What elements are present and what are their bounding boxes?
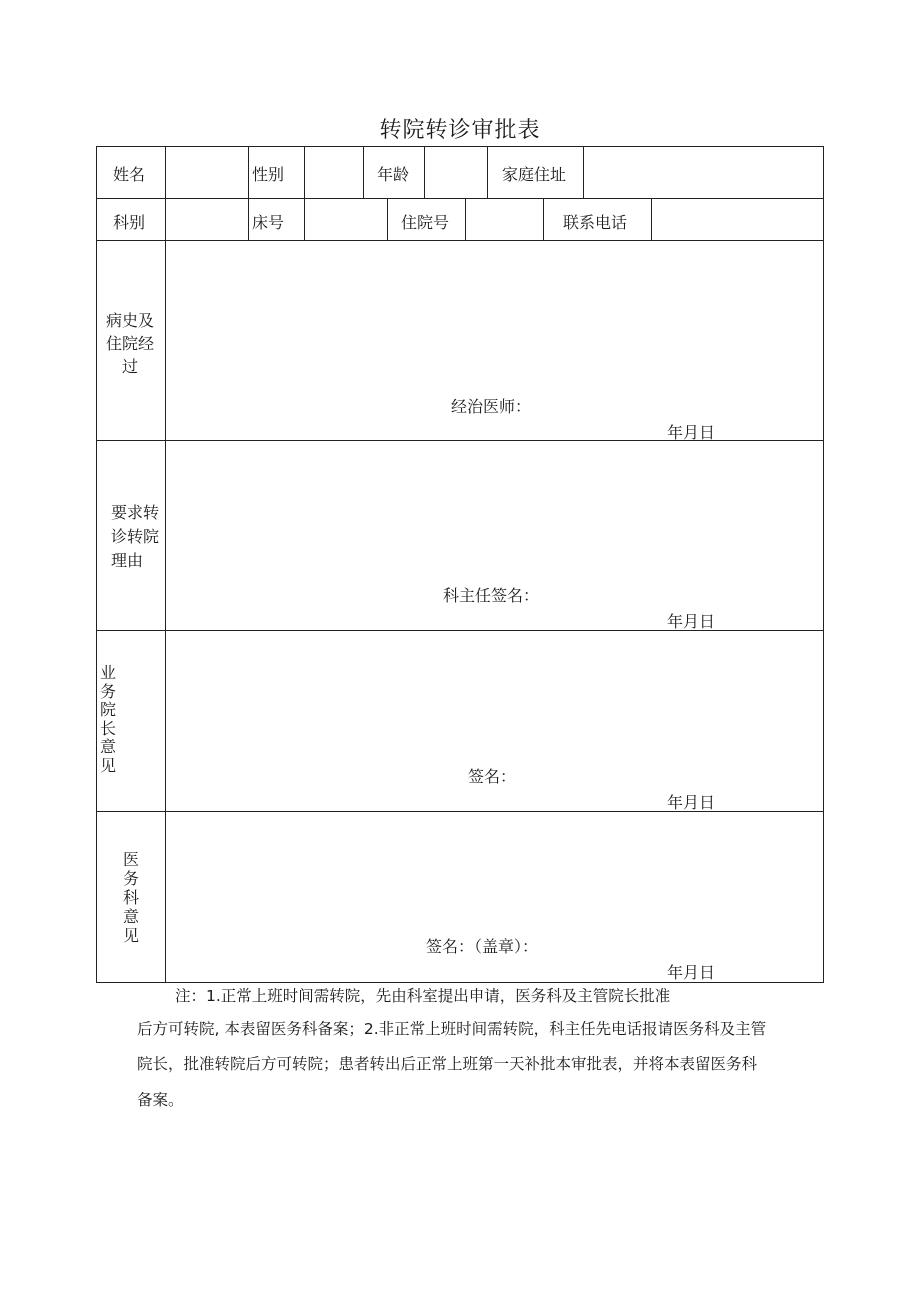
phone-label: 联系电话: [563, 213, 628, 232]
col-divider: [165, 146, 166, 240]
col-divider: [304, 198, 305, 240]
signature-label: 签名：: [468, 767, 517, 786]
department-label: 科别: [113, 213, 146, 232]
row-divider: [96, 198, 824, 199]
history-section-label: 病史及 住院经 过: [105, 311, 154, 376]
date-label: 年月日: [667, 963, 716, 982]
note-line: 备案。: [137, 1091, 184, 1109]
col-divider: [487, 146, 488, 198]
attending-physician-signature-label: 经治医师：: [451, 397, 532, 416]
approval-table: [96, 146, 824, 983]
form-title: 转院转诊审批表: [379, 118, 541, 143]
age-label: 年龄: [377, 165, 410, 184]
col-divider: [543, 198, 544, 240]
col-divider: [248, 146, 249, 198]
transfer-reason-section-label: 要求转 诊转院 理由: [110, 503, 159, 570]
note-line: 院长，批准转院后方可转院；患者转出后正常上班第一天补批本审批表，并将本表留医务科: [137, 1055, 758, 1073]
col-divider: [424, 146, 425, 198]
department-head-signature-label: 科主任签名：: [443, 586, 540, 605]
bed-number-label: 床号: [252, 213, 285, 232]
address-label: 家庭住址: [502, 165, 567, 184]
row-divider: [96, 240, 824, 241]
col-divider: [387, 198, 388, 240]
note-line: 后方可转院, 本表留医务科备案；2.非正常上班时间需转院，科主任先电话报请医务科及主管: [137, 1020, 767, 1038]
medical-affairs-opinion-label: 医 务 科 意 见: [122, 850, 139, 945]
date-label: 年月日: [667, 612, 716, 631]
col-divider: [165, 240, 166, 983]
date-label: 年月日: [667, 793, 716, 812]
inpatient-number-label: 住院号: [401, 213, 450, 232]
name-label: 姓名: [113, 165, 146, 184]
col-divider: [248, 198, 249, 240]
col-divider: [363, 146, 364, 198]
note-line: 注：1.正常上班时间需转院，先由科室提出申请，医务科及主管院长批准: [175, 987, 671, 1005]
date-label: 年月日: [667, 423, 716, 442]
signature-seal-label: 签名：（盖章）：: [426, 937, 539, 956]
vice-president-opinion-label: 业 务 院 长 意 见: [99, 663, 116, 775]
col-divider: [465, 198, 466, 240]
col-divider: [651, 198, 652, 240]
col-divider: [304, 146, 305, 198]
col-divider: [583, 146, 584, 198]
gender-label: 性别: [252, 165, 285, 184]
